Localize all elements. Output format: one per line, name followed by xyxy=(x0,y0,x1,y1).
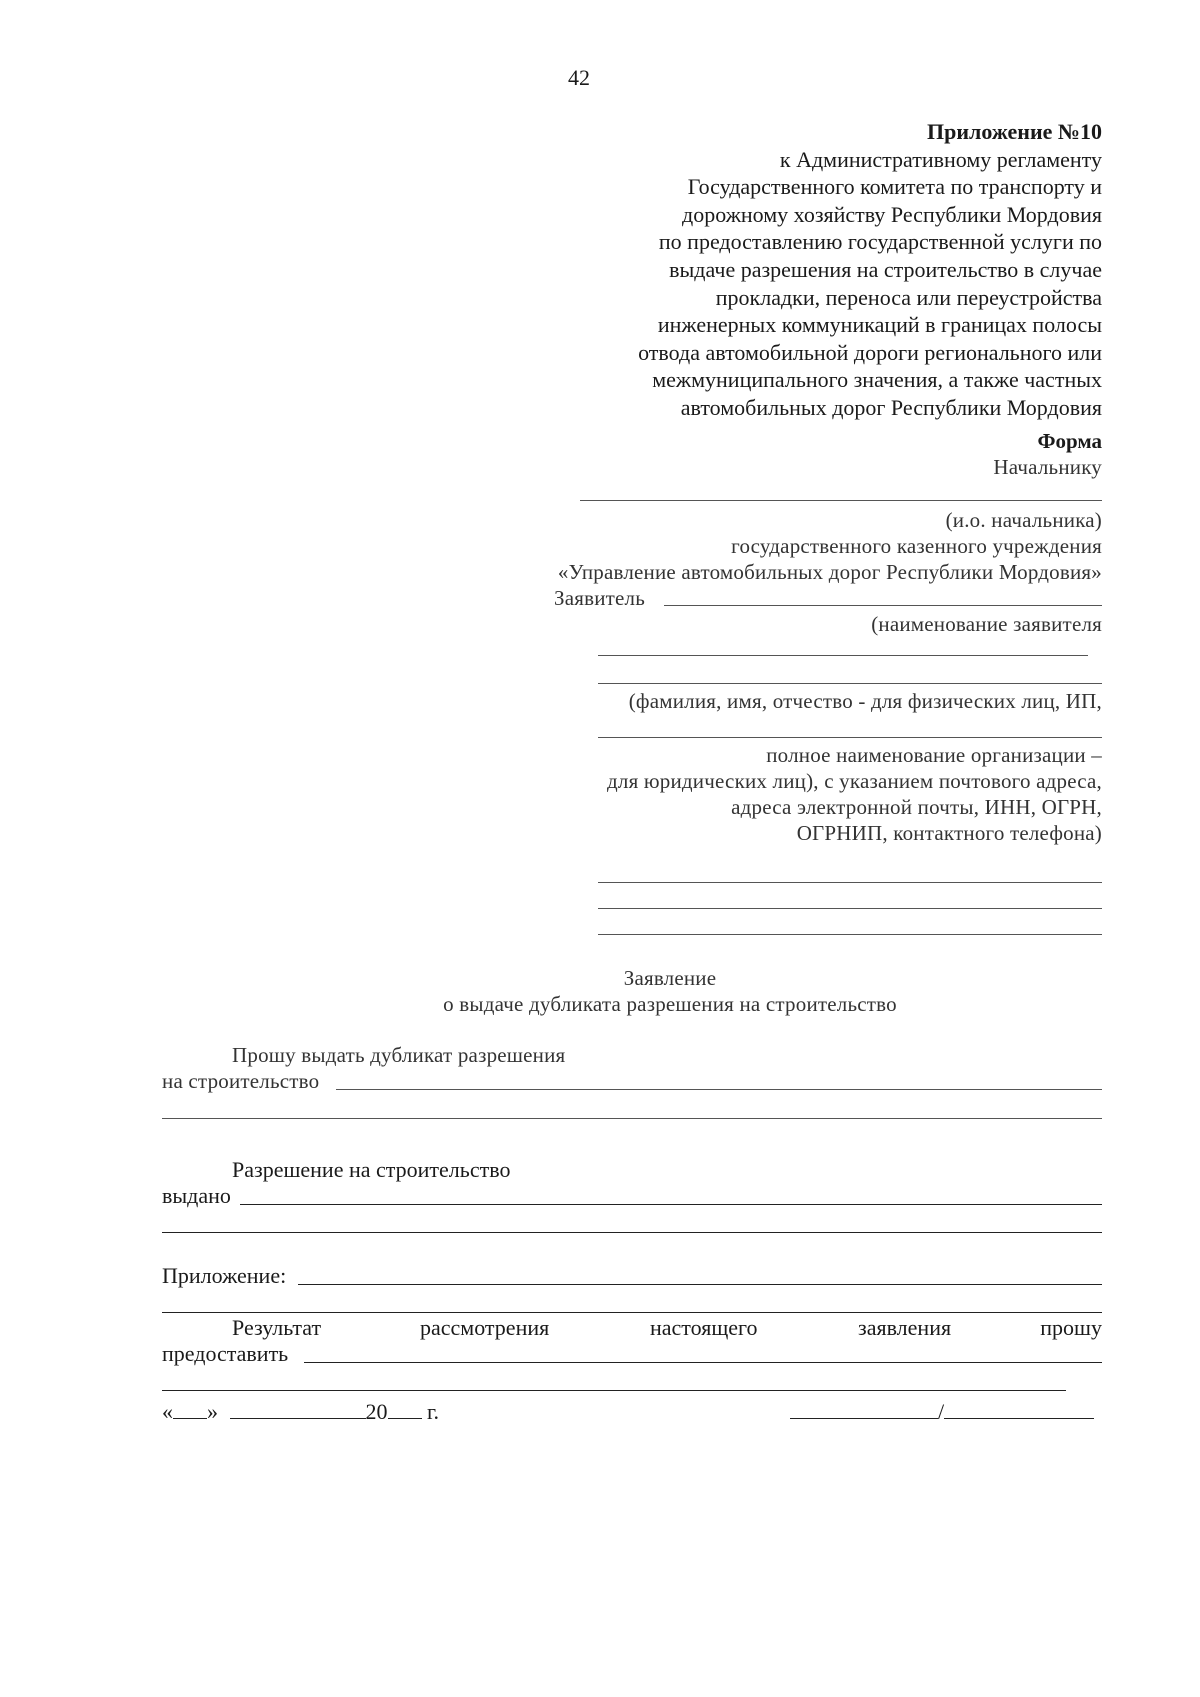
hint-org-2: для юридических лиц), с указанием почтового адреса, xyxy=(607,769,1102,793)
addressee-org-line2: «Управление автомобильных дорог Республики Мордовия» xyxy=(557,560,1102,584)
provide-fill-line[interactable] xyxy=(304,1362,1102,1363)
permit-issued-fill-line[interactable] xyxy=(162,1232,1102,1233)
provide-fill-line[interactable] xyxy=(162,1390,1066,1391)
appendix-line: автомобильных дорог Республики Мордовия xyxy=(680,394,1102,420)
applicant-extra-line[interactable] xyxy=(598,908,1102,909)
request-fill-line[interactable] xyxy=(162,1118,1102,1119)
applicant-line[interactable] xyxy=(664,605,1102,606)
applicant-extra-line[interactable] xyxy=(598,683,1102,684)
result-word: прошу xyxy=(1040,1315,1102,1340)
appendix-line: прокладки, переноса или переустройства xyxy=(715,284,1102,310)
appendix-line: выдаче разрешения на строительство в случае xyxy=(669,256,1102,282)
appendix-title: Приложение №10 xyxy=(927,119,1102,144)
applicant-extra-line[interactable] xyxy=(598,655,1088,656)
statement-subtitle: о выдаче дубликата разрешения на строительство xyxy=(443,992,897,1016)
permit-issued-fill-line[interactable] xyxy=(240,1204,1102,1205)
appendix-line: инженерных коммуникаций в границах полосы xyxy=(657,312,1102,338)
attachment-fill-line[interactable] xyxy=(298,1284,1102,1285)
result-word: заявления xyxy=(858,1315,952,1340)
date-open-quote: « xyxy=(162,1399,173,1424)
request-fill-line[interactable] xyxy=(336,1089,1102,1090)
signature-slash: / xyxy=(938,1399,945,1424)
hint-individual: (фамилия, имя, отчество - для физических лиц, ИП, xyxy=(628,689,1102,713)
signature-row xyxy=(790,1398,1094,1426)
date-close-quote: » xyxy=(207,1399,218,1424)
request-line1: Прошу выдать дубликат разрешения xyxy=(232,1043,566,1067)
result-word: Результат xyxy=(232,1315,322,1340)
attachment-label: Приложение: xyxy=(162,1263,287,1288)
permit-issued-line1: Разрешение на строительство xyxy=(232,1157,511,1182)
applicant-hint: (наименование заявителя xyxy=(871,612,1102,636)
date-year-field[interactable] xyxy=(388,1400,422,1419)
form-label: Форма xyxy=(1037,429,1102,453)
appendix-line: отвода автомобильной дороги регионального или xyxy=(638,339,1102,365)
appendix-line: дорожному хозяйству Республики Мордовия xyxy=(682,201,1102,227)
appendix-line: по предоставлению государственной услуги по xyxy=(658,229,1102,255)
statement-title: Заявление xyxy=(623,966,717,990)
attachment-fill-line[interactable] xyxy=(162,1312,1102,1313)
appendix-header xyxy=(542,118,1102,422)
applicant-extra-line[interactable] xyxy=(598,882,1102,883)
provide-label: предоставить xyxy=(162,1341,289,1366)
appendix-line: Государственного комитета по транспорту и xyxy=(687,174,1102,200)
date-day-field[interactable] xyxy=(173,1400,207,1419)
hint-org-1: полное наименование организации – xyxy=(766,743,1102,767)
permit-issued-line2: выдано xyxy=(162,1183,231,1208)
result-word: настоящего xyxy=(650,1315,758,1340)
hint-org-3: адреса электронной почты, ИНН, ОГРН, xyxy=(731,795,1102,819)
date-year-suffix: г. xyxy=(427,1399,440,1424)
result-word: рассмотрения xyxy=(420,1315,550,1340)
applicant-extra-line[interactable] xyxy=(598,934,1102,935)
addressee-name-line[interactable] xyxy=(580,500,1102,501)
applicant-extra-line[interactable] xyxy=(598,737,1102,738)
date-month-field[interactable] xyxy=(230,1400,366,1419)
addressee-to: Начальнику xyxy=(993,455,1102,479)
date-year-prefix: 20 xyxy=(365,1399,388,1424)
hint-org-4: ОГРНИП, контактного телефона) xyxy=(796,821,1102,845)
signature-name-field[interactable] xyxy=(944,1400,1094,1419)
request-line2: на строительство xyxy=(162,1069,320,1093)
page-number: 42 xyxy=(568,65,590,90)
applicant-label: Заявитель xyxy=(554,586,646,610)
signature-field[interactable] xyxy=(790,1400,938,1419)
appendix-line: межмуниципального значения, а также частных xyxy=(652,367,1102,393)
addressee-org-line1: государственного казенного учреждения xyxy=(731,534,1102,558)
addressee-acting-hint: (и.о. начальника) xyxy=(945,508,1102,532)
appendix-line: к Административному регламенту xyxy=(779,146,1102,172)
date-row xyxy=(162,1398,439,1426)
